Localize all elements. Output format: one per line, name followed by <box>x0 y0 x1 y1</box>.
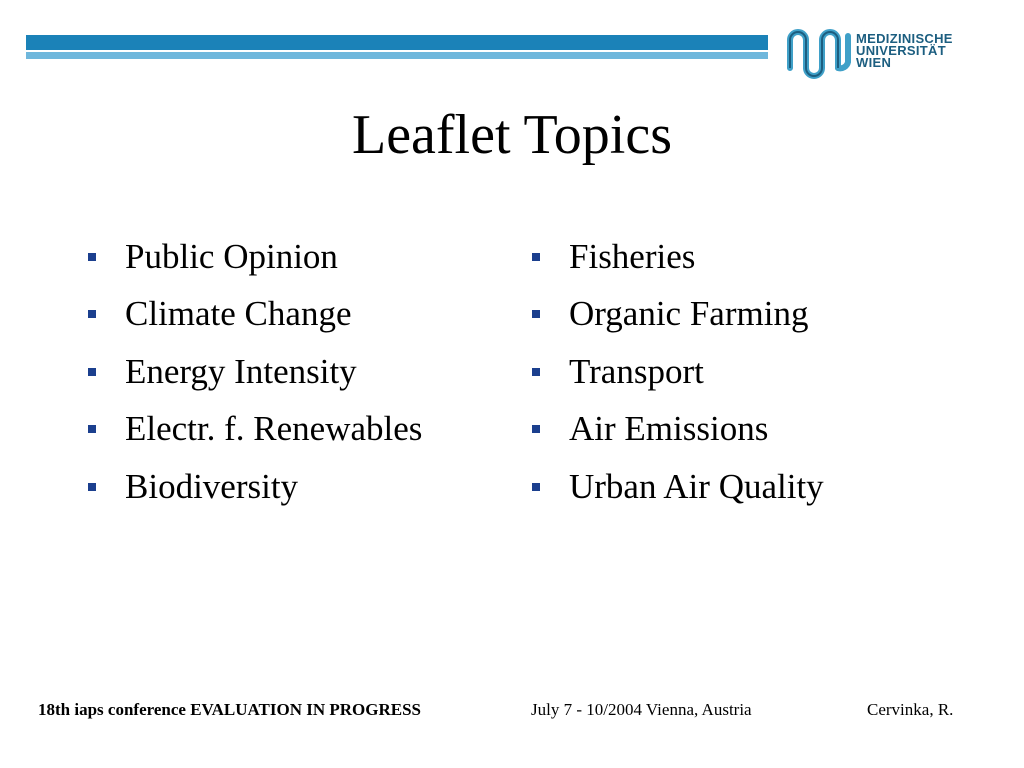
list-item <box>88 228 422 286</box>
header-bar-dark <box>26 35 768 50</box>
header-bar-light <box>26 52 768 59</box>
footer-conference: 18th iaps conference EVALUATION IN PROGRESS <box>38 700 422 719</box>
topic-list-left <box>88 228 422 516</box>
list-item-label: Climate Change <box>125 294 352 334</box>
list-item-label: Energy Intensity <box>125 351 357 391</box>
university-logo-mark-icon <box>784 24 854 82</box>
bullet-icon <box>88 310 96 318</box>
list-item-label: Transport <box>569 351 704 391</box>
list-item <box>88 286 422 344</box>
list-item <box>532 286 824 344</box>
list-item <box>532 343 824 401</box>
bullet-icon <box>532 425 540 433</box>
bullet-icon <box>88 368 96 376</box>
footer-date-location: July 7 - 10/2004 Vienna, Austria <box>531 700 752 719</box>
list-item-label: Air Emissions <box>569 409 769 449</box>
list-item <box>88 343 422 401</box>
logo-line-2: UNIVERSITÄT <box>856 43 946 58</box>
list-item <box>532 228 824 286</box>
footer-author: Cervinka, R. <box>867 700 954 719</box>
university-logo-text <box>856 33 953 69</box>
bullet-icon <box>88 253 96 261</box>
logo-line-1: MEDIZINISCHE <box>856 31 953 46</box>
list-item <box>532 401 824 459</box>
list-item-label: Fisheries <box>569 236 696 276</box>
university-logo <box>784 24 1004 84</box>
bullet-icon <box>532 368 540 376</box>
topic-list-right <box>532 228 824 516</box>
list-item-label: Public Opinion <box>125 236 338 276</box>
bullet-icon <box>88 425 96 433</box>
bullet-icon <box>532 483 540 491</box>
list-item-label: Organic Farming <box>569 294 809 334</box>
list-item-label: Urban Air Quality <box>569 466 824 506</box>
slide-title: Leaflet Topics <box>351 104 673 166</box>
list-item-label: Biodiversity <box>125 466 299 506</box>
bullet-icon <box>532 310 540 318</box>
list-item <box>88 458 422 516</box>
list-item <box>532 458 824 516</box>
bullet-icon <box>88 483 96 491</box>
list-item <box>88 401 422 459</box>
bullet-icon <box>532 253 540 261</box>
list-item-label: Electr. f. Renewables <box>125 409 423 449</box>
logo-line-3: WIEN <box>856 55 892 70</box>
